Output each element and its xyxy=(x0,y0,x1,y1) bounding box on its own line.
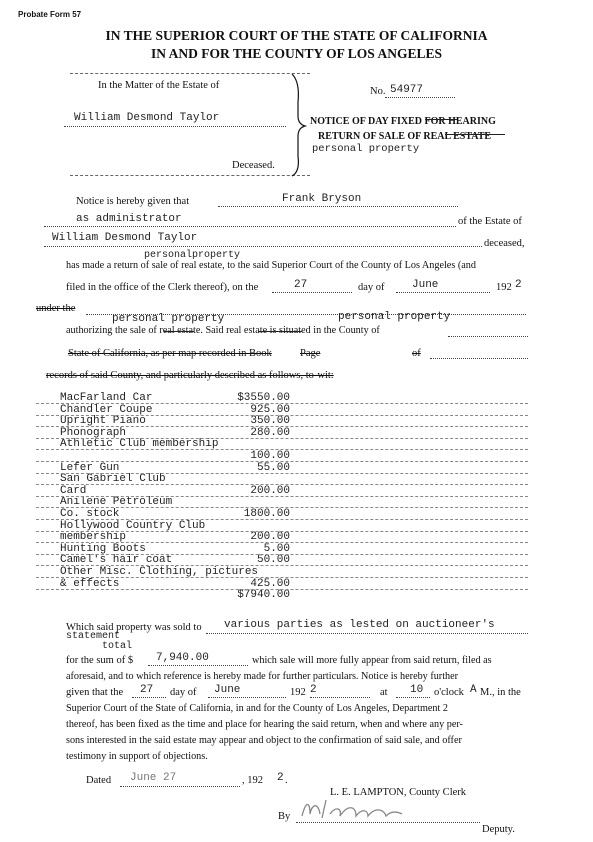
administrator-name: Frank Bryson xyxy=(282,193,362,205)
hearing-hour: 10 xyxy=(410,684,424,696)
case-number: 54977 xyxy=(390,84,424,96)
property-description: Co. stock xyxy=(60,508,120,520)
hearing-day-of: day of xyxy=(170,687,197,698)
property-rule xyxy=(36,415,528,416)
property-amount: 200.00 xyxy=(250,484,290,497)
day-of-text: day of xyxy=(358,282,385,293)
state-line-text: State of California, as per map recorded in Book xyxy=(68,348,272,359)
property-description: Camel's hair coat xyxy=(60,554,173,567)
case-no-label: No. xyxy=(370,86,386,97)
filed-day: 27 xyxy=(294,279,308,291)
filed-text: filed in the office of the Clerk thereof), on the xyxy=(66,282,259,293)
given-that-text: given that the xyxy=(66,687,124,698)
para-line2: thereof, has been fixed as the time and place for hearing the said return, when and where any per- xyxy=(66,719,463,730)
property-rule xyxy=(36,565,528,566)
property-description: Other Misc. Clothing, pictures xyxy=(60,566,259,578)
has-made-text: has made a return of sale of real estate, to the said Superior Court of the County of Los Angeles (and xyxy=(66,260,476,271)
sale-sum: 7,940.00 xyxy=(156,652,209,664)
para-line1: Superior Court of the State of California, in and for the County of Los Angeles, Department 2 xyxy=(66,703,448,714)
deceased-text: deceased, xyxy=(484,238,525,249)
of-estate-text: of the Estate of xyxy=(458,216,522,227)
property-amount: 5.00 xyxy=(263,542,290,555)
aforesaid-text: aforesaid, and to which reference is hereby made for further particulars. Notice is hereby further xyxy=(66,671,459,682)
insert-personal-2: personal property xyxy=(112,313,225,325)
property-description: Card xyxy=(60,484,87,497)
hearing-year-suffix: 2 xyxy=(310,684,317,696)
property-rule xyxy=(36,461,528,462)
property-rule xyxy=(36,589,528,590)
estate-name-caption: William Desmond Taylor xyxy=(74,112,220,124)
form-number: Probate Form 57 xyxy=(18,10,82,19)
filed-year-suffix: 2 xyxy=(515,279,522,291)
property-description: MacFarland Car xyxy=(60,392,153,404)
insert-personal-3: personal property xyxy=(338,311,451,323)
hearing-ampm: A xyxy=(470,684,477,696)
property-amount: 280.00 xyxy=(250,426,290,439)
dated-year-end: . xyxy=(285,775,288,786)
dated-label: Dated xyxy=(86,775,112,786)
clerk-name: L. E. LAMPTON, County Clerk xyxy=(330,787,467,798)
dated-year-suffix: 2 xyxy=(277,772,284,784)
authorizing-text: authorizing the sale of real estate. Said real estate is situated in the County of xyxy=(66,325,380,336)
dated-value: June 27 xyxy=(130,772,177,784)
property-rule xyxy=(36,438,528,439)
matter-label: In the Matter of the Estate of xyxy=(98,80,220,91)
insert-personal-1: personalproperty xyxy=(144,250,241,261)
property-rule xyxy=(36,542,528,543)
property-description: Hollywood Country Club xyxy=(60,519,206,532)
notice-title-typed: personal property xyxy=(312,143,420,155)
capacity-text: as administrator xyxy=(76,213,182,225)
notice-title-line1: NOTICE OF DAY FIXED FOR HEARING xyxy=(310,116,496,127)
property-description: Lefer Gun xyxy=(60,461,120,474)
property-rule xyxy=(36,507,528,508)
property-description: Hunting Boots xyxy=(60,542,146,555)
hearing-month: June xyxy=(214,684,241,696)
property-amount: $7940.00 xyxy=(237,589,290,602)
para-line4: testimony in support of objections. xyxy=(66,751,208,762)
property-description: San Gabriel Club xyxy=(60,473,166,486)
deceased-label: Deceased. xyxy=(232,160,275,171)
filed-year-prefix: 192 xyxy=(496,282,512,293)
filed-month: June xyxy=(412,279,439,291)
property-description: Chandler Coupe xyxy=(60,403,153,416)
property-amount: 925.00 xyxy=(250,403,290,416)
under-the-text: under the xyxy=(36,303,76,314)
property-description: Anilene Petroleum xyxy=(60,496,173,509)
caption-top-rule xyxy=(70,73,310,74)
sold-to-label: Which said property was sold to xyxy=(66,622,202,633)
property-amount: 55.00 xyxy=(256,461,290,474)
caption-brace xyxy=(288,72,308,178)
by-label: By xyxy=(278,811,291,822)
which-sale-text: which sale will more fully appear from said return, filed as xyxy=(252,655,492,666)
records-line-text: records of said County, and particularly described as follows, to-wit: xyxy=(46,370,334,381)
notice-title-line2: RETURN OF SALE OF REAL ESTATE xyxy=(318,131,492,142)
property-amount: 425.00 xyxy=(250,577,290,590)
for-sum-label: for the sum of $ xyxy=(66,655,134,666)
caption-bottom-rule xyxy=(70,175,310,176)
property-rule xyxy=(36,426,528,427)
property-description: & effects xyxy=(60,577,120,590)
property-rule xyxy=(36,484,528,485)
property-amount: 200.00 xyxy=(250,531,290,544)
para-line3: sons interested in the said estate may appear and object to the confirmation of said sale, and offer xyxy=(66,735,462,746)
property-amount: 1800.00 xyxy=(243,508,290,520)
sold-to-value: various parties as lested on auctioneer's xyxy=(224,619,495,631)
total-text: total xyxy=(102,641,133,652)
property-rule xyxy=(36,403,528,404)
at-label: at xyxy=(380,687,388,698)
property-rule xyxy=(36,519,528,520)
property-rule xyxy=(36,577,528,578)
property-amount: 100.00 xyxy=(250,450,290,462)
property-rule xyxy=(36,554,528,555)
property-rule xyxy=(36,473,528,474)
property-description: Athletic Club membership xyxy=(60,438,219,451)
property-amount: 350.00 xyxy=(250,415,290,428)
hearing-year-prefix: 192 xyxy=(290,687,306,698)
of-label: of xyxy=(412,348,421,359)
decedent-name: William Desmond Taylor xyxy=(52,232,198,244)
deputy-signature xyxy=(296,796,406,822)
property-rule xyxy=(36,531,528,532)
property-description: membership xyxy=(60,531,127,544)
court-title-line2: IN AND FOR THE COUNTY OF LOS ANGELES xyxy=(151,46,442,61)
property-amount: $3550.00 xyxy=(237,392,290,404)
property-description: Upright Piano xyxy=(60,415,146,428)
dated-year-prefix: , 192 xyxy=(242,775,263,786)
deputy-label: Deputy. xyxy=(482,824,515,835)
court-title-line1: IN THE SUPERIOR COURT OF THE STATE OF CALIFORNIA xyxy=(105,28,488,43)
notice-given-text: Notice is hereby given that xyxy=(76,196,190,207)
property-amount: 50.00 xyxy=(256,554,290,567)
property-rule xyxy=(36,449,528,450)
oclock-text: o'clock xyxy=(434,687,464,698)
hearing-day: 27 xyxy=(140,684,154,696)
property-description: Phonograph xyxy=(60,426,127,439)
m-in-text: M., in the xyxy=(480,687,521,698)
page-label: Page xyxy=(300,348,321,359)
property-rule xyxy=(36,496,528,497)
statement-text: statement xyxy=(66,631,121,642)
